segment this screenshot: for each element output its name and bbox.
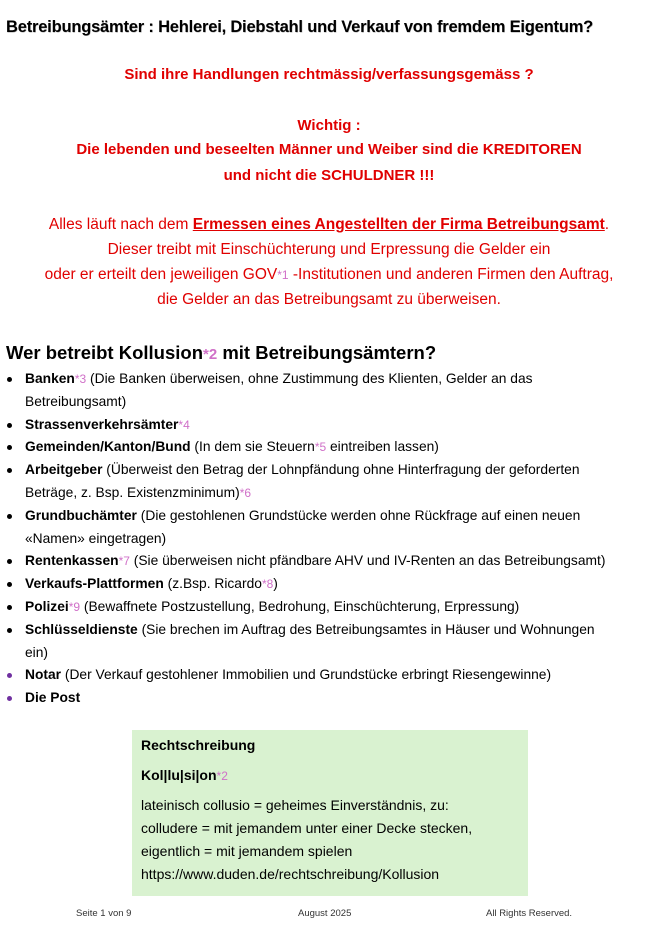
footnote-marker: *5: [314, 440, 327, 455]
list-item-name: Die Post: [25, 690, 81, 706]
section-heading-post: mit Betreibungsämtern?: [217, 342, 437, 363]
ermessen-link[interactable]: Ermessen eines Angestellten der Firma Betreibungsamt: [192, 216, 605, 233]
list-item-die-post: [0, 687, 650, 710]
footer-page-number: Seite 1 von 9: [76, 908, 132, 919]
list-item-polizei: [0, 596, 650, 619]
paragraph-line-1: [0, 216, 658, 234]
list-item-notar: [0, 664, 650, 687]
paragraph-line-3: [0, 266, 658, 284]
list-item-name: Grundbuchämter: [25, 507, 137, 523]
list-item-text: (Die Banken überweisen, ohne Zustimmung des Klienten, Gelder an das: [86, 371, 533, 386]
list-item-text: (In dem sie Steuern: [190, 439, 315, 455]
list-item-name: Banken: [25, 371, 75, 386]
important-line-2: und nicht die SCHULDNER !!!: [223, 167, 435, 184]
footnote-marker: *2: [216, 769, 228, 783]
paragraph-line-3-pre: oder er erteilt den jeweiligen GOV: [44, 266, 278, 283]
list-item-text: (z.Bsp. Ricardo: [163, 576, 262, 592]
question-line: Sind ihre Handlungen rechtmässig/verfassungsgemäss ?: [124, 66, 534, 83]
list-item-text-post: ): [273, 576, 278, 592]
important-label: Wichtig :: [297, 117, 361, 134]
duden-link[interactable]: https://www.duden.de/rechtschreibung/Kollusion: [141, 866, 440, 882]
list-item-rentenkassen: [0, 550, 650, 573]
box-word-text: Kol|lu|si|on: [141, 767, 217, 783]
definition-box: [132, 730, 528, 896]
paragraph-line-1-pre: Alles läuft nach dem: [48, 216, 193, 233]
list-item-name: Gemeinden/Kanton/Bund: [25, 439, 191, 455]
list-item-text: (Der Verkauf gestohlener Immobilien und Grundstücke erbringt Riesengewinne): [61, 667, 552, 683]
list-item-schluesseldienste: [0, 619, 650, 665]
collusion-list: [0, 368, 650, 710]
list-item-text: (Die gestohlenen Grundstücke werden ohne Rückfrage auf einen neuen: [136, 507, 581, 523]
footnote-marker: *9: [68, 599, 81, 614]
list-item-strassenverkehrsaemter: [0, 414, 650, 437]
document-title: Betreibungsämter : Hehlerei, Diebstahl und Verkauf von fremdem Eigentum?: [6, 18, 594, 36]
footnote-marker: *1: [277, 268, 289, 282]
footnote-marker: *3: [74, 372, 87, 386]
box-line-3: eigentlich = mit jemandem spielen: [141, 843, 353, 859]
list-item-text-cont: Beträge, z. Bsp. Existenzminimum): [25, 484, 240, 500]
list-item-grundbuchaemter: [0, 505, 650, 551]
list-item-name: Verkaufs-Plattformen: [25, 576, 164, 592]
box-line-1: lateinisch collusio = geheimes Einverständnis, zu:: [141, 797, 449, 813]
paragraph-line-4: die Gelder an das Betreibungsamt zu überweisen.: [157, 291, 501, 308]
footnote-marker: *2: [203, 346, 218, 363]
list-item-banken: [0, 368, 650, 414]
list-item-name: Polizei: [25, 598, 69, 614]
list-item-gemeinden: [0, 436, 650, 459]
list-item-text: (Sie brechen im Auftrag des Betreibungsamtes in Häuser und Wohnungen: [137, 621, 595, 637]
section-heading: [6, 342, 436, 364]
paragraph-line-3-post: -Institutionen und anderen Firmen den Auftrag,: [288, 266, 614, 283]
list-item-arbeitgeber: [0, 459, 650, 505]
list-item-name: Notar: [25, 667, 62, 683]
list-item-name: Arbeitgeber: [25, 462, 103, 478]
section-heading-pre: Wer betreibt Kollusion: [6, 342, 204, 363]
list-item-text-cont: ein): [25, 644, 49, 660]
paragraph-line-2: Dieser treibt mit Einschüchterung und Erpressung die Gelder ein: [107, 241, 551, 258]
box-heading: Rechtschreibung: [141, 737, 256, 753]
list-item-text: (Überweist den Betrag der Lohnpfändung ohne Hinterfragung der geforderten: [102, 462, 580, 478]
footnote-marker: *6: [239, 485, 252, 500]
footnote-marker: *7: [118, 554, 130, 569]
list-item-text-cont: Betreibungsamt): [25, 393, 127, 409]
list-item-text-post: eintreiben lassen): [326, 439, 439, 455]
footnote-marker: *4: [178, 417, 190, 432]
list-item-verkaufs-plattformen: [0, 573, 650, 596]
footer-date: August 2025: [298, 908, 352, 919]
box-line-2: colludere = mit jemandem unter einer Decke stecken,: [141, 820, 473, 836]
footer-rights: All Rights Reserved.: [486, 908, 573, 919]
box-word: [141, 767, 228, 783]
list-item-name: Strassenverkehrsämter: [25, 416, 179, 432]
list-item-text: (Bewaffnete Postzustellung, Bedrohung, Einschüchterung, Erpressung): [80, 598, 520, 614]
footnote-marker: *8: [261, 577, 274, 592]
paragraph-line-1-post: .: [604, 216, 610, 233]
list-item-text-cont: «Namen» eingetragen): [25, 530, 167, 546]
list-item-text: (Sie überweisen nicht pfändbare AHV und IV-Renten an das Betreibungsamt): [129, 553, 606, 569]
list-item-name: Schlüsseldienste: [25, 621, 138, 637]
important-line-1: Die lebenden und beseelten Männer und Weiber sind die KREDITOREN: [76, 141, 582, 158]
list-item-name: Rentenkassen: [25, 553, 119, 569]
